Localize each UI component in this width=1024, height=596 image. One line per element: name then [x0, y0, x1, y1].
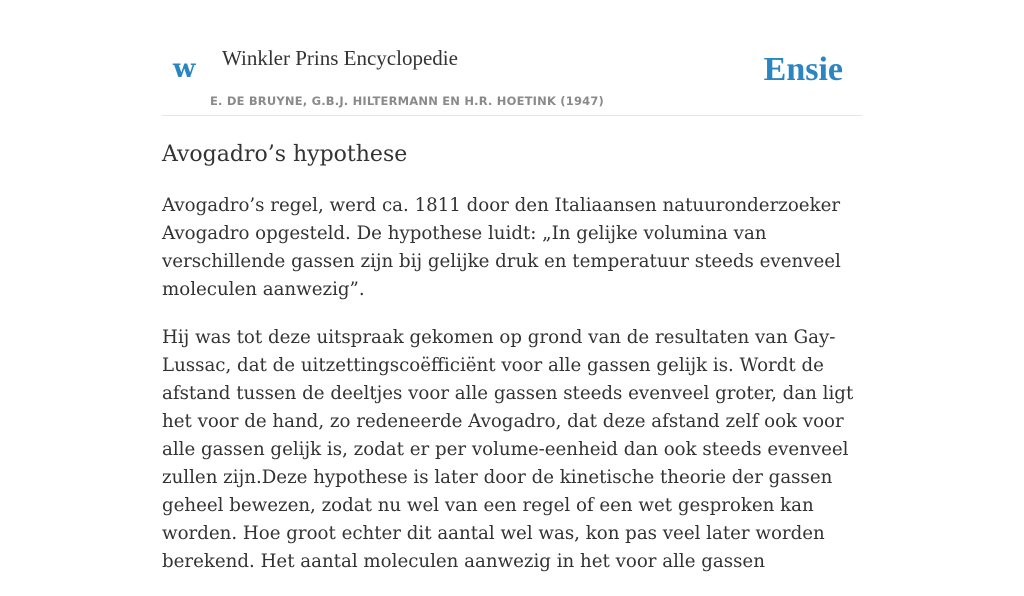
article-paragraph: Hij was tot deze uitspraak gekomen op grond van de resultaten van Gay-Lussac, dat de uitzettingscoëfficiënt voor alle gassen gelijk is. Wordt de afstand tussen de deeltjes voor alle gassen steeds evenveel groter, dan ligt het voor de hand, zo redeneerde Avogadro, dat deze afstand zelf ook voor alle gassen gelijk is, zodat er per volume-eenheid dan ook steeds evenveel zullen zijn.Deze hypothese is later door de kinetische theorie der gassen geheel bewezen, zodat nu wel van een regel of een wet gesproken kan worden. Hoe groot echter dit aantal wel was, kon pas veel later worden berekend. Het aantal moleculen aanwezig in het voor alle gassen — [162, 327, 854, 572]
encyclopedia-title[interactable]: Winkler Prins Encyclopedie — [222, 46, 458, 70]
article-body — [162, 192, 862, 596]
encyclopedia-logo-icon[interactable]: w — [173, 54, 196, 84]
article-title: Avogadro’s hypothese — [162, 142, 408, 167]
article-paragraph: Avogadro’s regel, werd ca. 1811 door den Italiaansen natuuronderzoeker Avogadro opgesteld. De hypothese luidt: „In gelijke volumina van verschillende gassen zijn bij gelijke druk en temperatuur steeds evenveel moleculen aanwezig”. — [162, 195, 841, 300]
encyclopedia-authors: E. DE BRUYNE, G.B.J. HILTERMANN EN H.R. HOETINK (1947) — [210, 94, 605, 108]
ensie-brand-link[interactable]: Ensie — [763, 51, 843, 88]
site-header — [162, 0, 862, 116]
